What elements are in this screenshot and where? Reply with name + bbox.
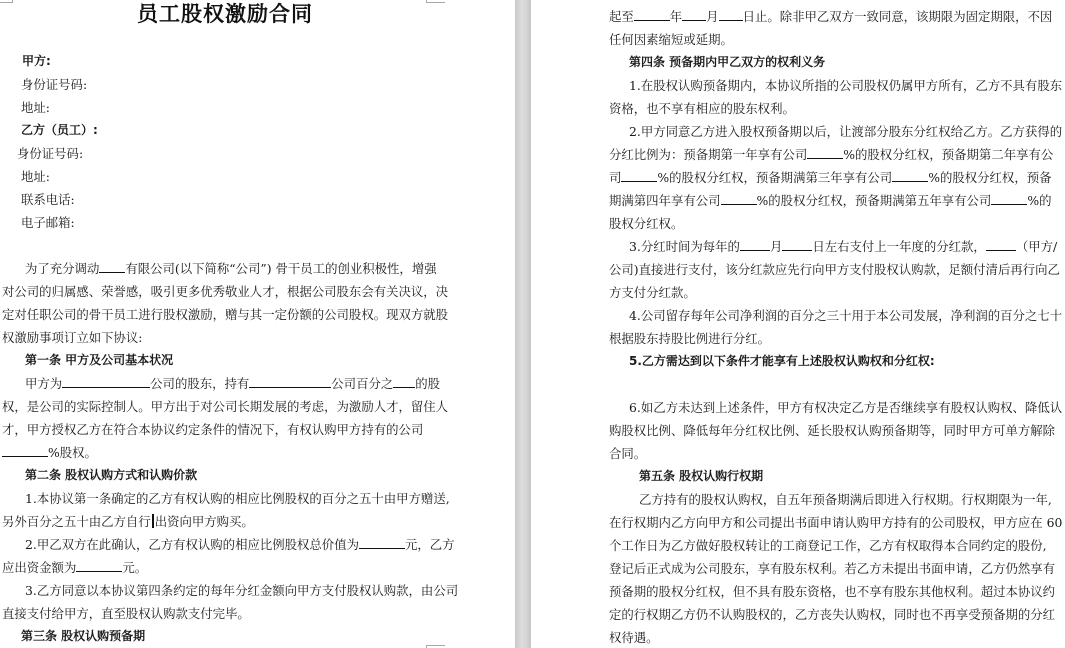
text: %的股权分红权，预备: [928, 170, 1052, 185]
text: 应出资金额为: [2, 560, 77, 575]
article-line: 直接支付给甲方，直至股权认购款支付完毕。: [2, 606, 250, 621]
article-line: [2, 556, 147, 579]
text: 分红比例为：预备期第一年享有公司: [609, 147, 808, 162]
article-line: [2, 510, 254, 533]
article-line: 股权分红权。: [609, 216, 684, 231]
article-heading: 第五条 股权认购行权期: [639, 469, 764, 483]
article-line: [609, 143, 1053, 166]
text: 元。: [122, 560, 148, 575]
article-line: 合同。: [609, 446, 647, 461]
text: 月: [706, 9, 719, 24]
text: 出资向甲方购买。: [154, 514, 254, 529]
text: %的: [1027, 193, 1052, 208]
article-line: 6.如乙方未达到上述条件，甲方有权决定乙方是否继续享有股权认购权、降低认: [629, 400, 1063, 415]
article-heading: 第四条 预备期内甲乙双方的权利义务: [629, 55, 826, 69]
party-a-id-label: 身份证号码:: [21, 77, 88, 92]
article-line: 权，是公司的实际控制人。甲方出于对公司长期发展的考虑，为激励人才，留住人: [2, 399, 449, 414]
article-line: 登记后正式成为公司股东，享有股东权利。若乙方未提出书面申请，乙方仍然享有: [609, 561, 1056, 576]
page-corner-mark: [0, 0, 13, 3]
text: 公司百分之: [331, 376, 394, 391]
fill-blank[interactable]: [782, 238, 812, 251]
text: 元，乙方: [404, 537, 455, 552]
fill-blank[interactable]: [2, 444, 48, 457]
article-line: 预备期的股权分红权，但不具有股东资格，也不享有股东其他权利。超过本协议约: [609, 584, 1056, 599]
document-page-right: [531, 0, 1065, 648]
fill-blank[interactable]: [62, 375, 150, 388]
fill-blank[interactable]: [721, 192, 757, 205]
article-line: 任何因素缩短或延期。: [609, 32, 733, 47]
article-line: 1.本协议第一条确定的乙方有权认购的相应比例股权的百分之五十由甲方赠送,: [25, 491, 450, 506]
party-b-email-label: 电子邮箱:: [21, 215, 75, 230]
fill-blank[interactable]: [991, 192, 1027, 205]
fill-blank[interactable]: [634, 8, 670, 21]
preamble-line: 定对任职公司的骨干员工进行股权激励，赠与其一定份额的公司股权。现双方就股: [2, 307, 449, 322]
party-b-address-label: 地址:: [21, 169, 50, 184]
party-a-address-label: 地址:: [21, 100, 50, 115]
text: 日左右支付上一年度的分红款，: [812, 239, 986, 254]
text: 2.甲乙双方在此确认，乙方有权认购的相应比例股权总价值为: [25, 537, 359, 552]
article-line: 1.在股权认购预备期内，本协议所指的公司股权仍属甲方所有，乙方不具有股东: [629, 78, 1063, 93]
article-line: 2.甲方同意乙方进入股权预备期以后，让渡部分股东分红权给乙方。乙方获得的: [629, 124, 1063, 139]
preamble-line: 权激励事项订立如下协议:: [2, 330, 143, 345]
article-line: 在行权期内乙方向甲方和公司提出书面申请认购甲方持有的公司股权，甲方应在 60: [609, 515, 1063, 530]
text: %股权。: [48, 445, 97, 460]
article-line: 3.乙方同意以本协议第四条约定的每年分红金额向甲方支付股权认购款，由公司: [25, 583, 459, 598]
article-heading: 第三条 股权认购预备期: [21, 629, 146, 643]
fill-blank[interactable]: [682, 8, 706, 21]
article-line: 个工作日为乙方做好股权转让的工商登记工作，乙方有权取得本合同约定的股份,: [609, 538, 1047, 553]
preamble-line: 对公司的归属感、荣誉感，吸引更多优秀敬业人才，根据公司股东会有关决议，决: [2, 284, 449, 299]
article-line: 权待遇。: [609, 630, 659, 645]
article-line: 购股权比例、降低每年分红权比例、延长股权认购预备期等，同时甲方可单方解除: [609, 423, 1056, 438]
article-line: 资格，也不享有相应的股东权利。: [609, 101, 795, 116]
fill-blank[interactable]: [740, 238, 770, 251]
text: 司: [609, 170, 622, 185]
article-line: 公司)直接进行支付，该分红款应先行向甲方支付股权认购款，足额付清后再行向乙: [609, 262, 1060, 277]
article-line-bold: 5.乙方需达到以下条件才能享有上述股权认购权和分红权:: [629, 354, 935, 368]
fill-blank[interactable]: [719, 8, 743, 21]
party-b-phone-label: 联系电话:: [21, 192, 75, 207]
article-line: [609, 5, 1052, 28]
article-line: 根据股东持股比例进行分红。: [609, 331, 771, 346]
page-corner-mark: [426, 0, 445, 3]
party-a-label: 甲方:: [22, 54, 51, 68]
text: 起至: [609, 9, 634, 24]
text: 为了充分调动: [25, 261, 100, 276]
article-line: [25, 372, 440, 395]
fill-blank[interactable]: [359, 536, 405, 549]
article-line: [609, 166, 1052, 189]
text: 公司的股东，持有: [150, 376, 250, 391]
text: 年: [669, 9, 683, 24]
text: 有限公司(以下简称“公司”) 骨干员工的创业积极性，增强: [125, 261, 437, 276]
text: 甲方为: [25, 376, 63, 391]
article-line: [609, 189, 1052, 212]
article-line: [25, 533, 455, 556]
text: 日止。除非甲乙双方一致同意，该期限为固定期限，不因: [742, 9, 1053, 24]
fill-blank[interactable]: [249, 375, 331, 388]
text: %的股权分红权，预备期满第三年享有公司: [657, 170, 893, 185]
article-line: 4.公司留存每年公司净利润的百分之三十用于本公司发展，净利润的百分之七十: [629, 308, 1063, 323]
text: 月: [769, 239, 783, 254]
fill-blank[interactable]: [892, 169, 928, 182]
text: 的股: [415, 376, 441, 391]
fill-blank[interactable]: [986, 238, 1016, 251]
party-b-label: 乙方（员工）:: [21, 123, 98, 137]
article-line: 定的行权期乙方仍不认购股权的，乙方丧失认购权，同时也不再享受预备期的分红: [609, 607, 1056, 622]
text: 期满第四年享有公司: [609, 193, 721, 208]
text: 3.分红时间为每年的: [629, 239, 740, 254]
article-line: 乙方持有的股权认购权，自五年预备期满后即进入行权期。行权期限为一年,: [639, 492, 1052, 507]
text: （甲方/: [1015, 239, 1058, 254]
party-b-id-label: 身份证号码:: [17, 146, 84, 161]
article-line: [2, 441, 97, 464]
article-heading: 第二条 股权认购方式和认购价款: [25, 468, 198, 482]
text: %的股权分红权，预备期满第五年享有公司: [756, 193, 992, 208]
article-line: [629, 235, 1057, 258]
fill-blank[interactable]: [99, 260, 125, 273]
article-line: 方支付分红款。: [609, 285, 696, 300]
document-page-left: [0, 0, 515, 648]
fill-blank[interactable]: [393, 375, 415, 388]
text: 另外百分之五十由乙方自行: [2, 514, 151, 529]
page-gutter: [515, 0, 531, 648]
document-title: 员工股权激励合同: [137, 2, 313, 26]
preamble-line: [25, 257, 437, 280]
article-line: 才，甲方授权乙方在符合本协议约定条件的情况下，有权认购甲方持有的公司: [2, 422, 424, 437]
text-cursor: [152, 514, 154, 528]
text: %的股权分红权，预备期第二年享有公: [843, 147, 1054, 162]
article-heading: 第一条 甲方及公司基本状况: [25, 353, 174, 367]
fill-blank[interactable]: [621, 169, 657, 182]
fill-blank[interactable]: [76, 559, 122, 572]
fill-blank[interactable]: [807, 146, 843, 159]
